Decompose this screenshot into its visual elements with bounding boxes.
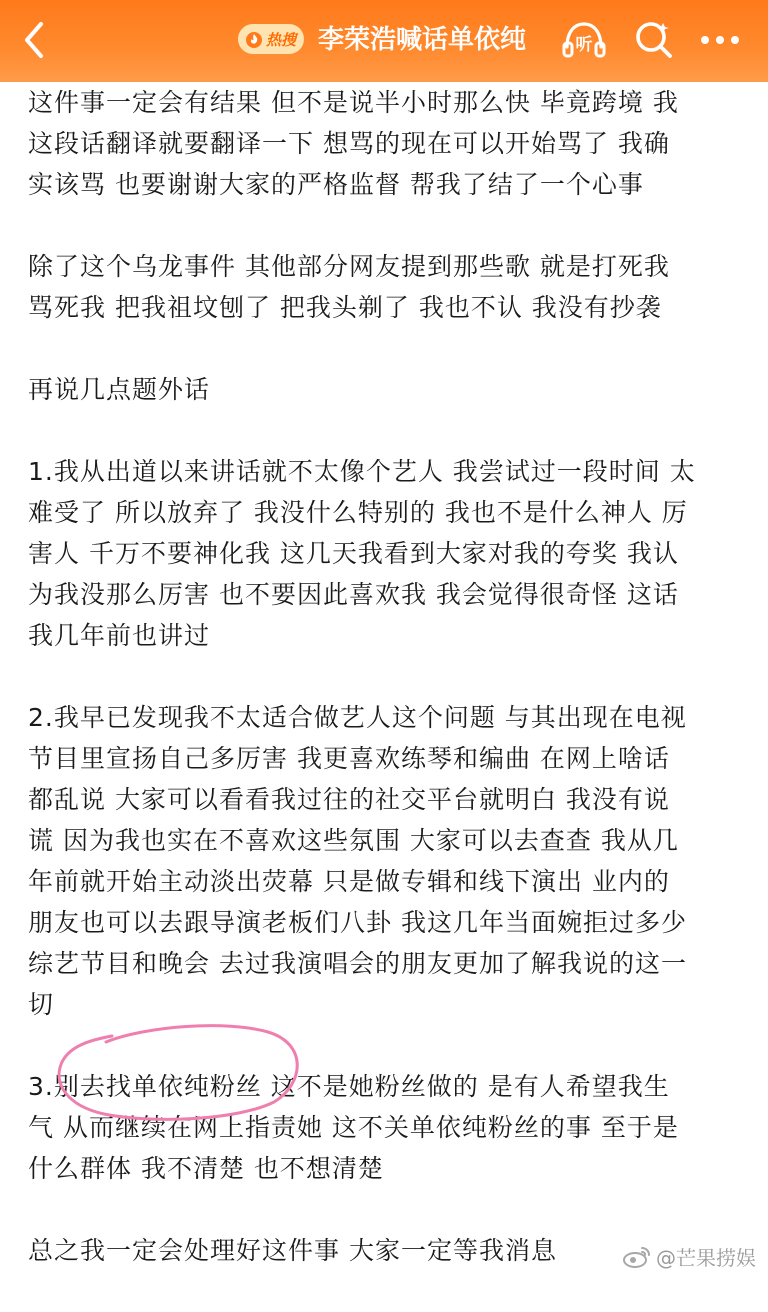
text-line: 节目里宣扬自己多厉害 我更喜欢练琴和编曲 在网上啥话 — [28, 744, 670, 773]
text-line: 都乱说 大家可以看看我过往的社交平台就明白 我没有说 — [28, 785, 670, 814]
flame-icon — [244, 29, 264, 49]
text-line: 骂死我 把我祖坟刨了 把我头剃了 我也不认 我没有抄袭 — [28, 293, 662, 322]
text-line: 这件事一定会有结果 但不是说半小时那么快 毕竟跨境 我 — [28, 88, 679, 117]
text-line: 难受了 所以放弃了 我没什么特别的 我也不是什么神人 厉 — [28, 498, 688, 527]
search-button[interactable] — [628, 14, 680, 66]
text-line: 2.我早已发现我不太适合做艺人这个问题 与其出现在电视 — [28, 703, 687, 732]
post-paragraph — [28, 451, 744, 656]
more-dots-icon — [699, 34, 741, 46]
post-paragraph — [28, 82, 744, 205]
text-line: 谎 因为我也实在不喜欢这些氛围 大家可以去查查 我从几 — [28, 826, 679, 855]
text-line: 我几年前也讲过 — [28, 621, 211, 650]
text-line: 综艺节目和晚会 去过我演唱会的朋友更加了解我说的这一 — [28, 949, 687, 978]
text-line: 为我没那么厉害 也不要因此喜欢我 我会觉得很奇怪 这话 — [28, 580, 679, 609]
post-paragraph — [28, 1066, 744, 1189]
hot-badge-label: 热搜 — [266, 30, 297, 49]
headphones-icon — [561, 19, 607, 61]
text-line: 3.别去找单依纯粉丝 这不是她粉丝做的 是有人希望我生 — [28, 1072, 670, 1101]
text-line: 1.我从出道以来讲话就不太像个艺人 我尝试过一段时间 太 — [28, 457, 696, 486]
post-paragraph — [28, 369, 744, 410]
text-line: 害人 千万不要神化我 这几天我看到大家对我的夸奖 我认 — [28, 539, 679, 568]
chevron-left-icon — [21, 20, 47, 60]
text-line: 气 从而继续在网上指责她 这不关单依纯粉丝的事 至于是 — [28, 1113, 679, 1142]
top-bar — [0, 0, 768, 82]
text-line: 实该骂 也要谢谢大家的严格监督 帮我了结了一个心事 — [28, 170, 644, 199]
watermark — [622, 1242, 756, 1271]
listen-label: 听 — [575, 35, 593, 55]
hot-search-badge — [238, 24, 304, 54]
watermark-text: @芒果捞娱 — [656, 1246, 756, 1270]
more-button[interactable] — [694, 14, 746, 66]
text-line: 除了这个乌龙事件 其他部分网友提到那些歌 就是打死我 — [28, 252, 670, 281]
text-line: 这段话翻译就要翻译一下 想骂的现在可以开始骂了 我确 — [28, 129, 670, 158]
weibo-icon — [622, 1245, 652, 1269]
back-button[interactable] — [14, 18, 54, 62]
post-paragraph — [28, 246, 744, 328]
listen-button[interactable] — [558, 14, 610, 66]
post-paragraph — [28, 697, 744, 1025]
text-line: 总之我一定会处理好这件事 大家一定等我消息 — [28, 1236, 557, 1265]
text-line: 切 — [28, 990, 55, 1019]
post-content — [28, 82, 744, 1312]
topic-title: 李荣浩喊话单依纯 — [318, 25, 527, 55]
text-line: 年前就开始主动淡出荧幕 只是做专辑和线下演出 业内的 — [28, 867, 670, 896]
text-line: 什么群体 我不清楚 也不想清楚 — [28, 1154, 384, 1183]
text-line: 朋友也可以去跟导演老板们八卦 我这几年当面婉拒过多少 — [28, 908, 687, 937]
text-line: 再说几点题外话 — [28, 375, 211, 404]
search-icon — [633, 19, 675, 61]
